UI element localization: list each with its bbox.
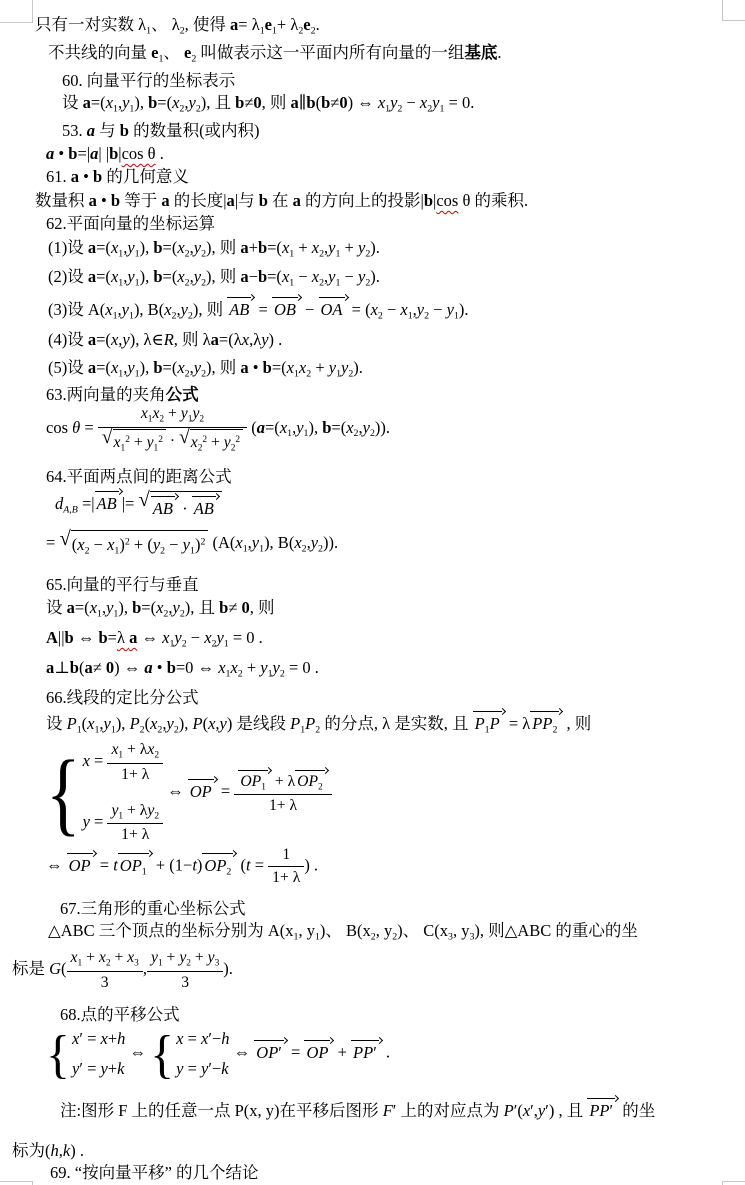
item-65-perpendicular: a⊥b(a≠ 0) ⇔ a • b=0 ⇔ $x_1x_2 + y_1y_2 = 0$ .	[46, 658, 319, 680]
item-65-heading: 65.向量的平行与垂直	[46, 575, 199, 594]
item-69-heading: 69. “按向量平移” 的几个结论	[50, 1163, 259, 1182]
item-65-setup: 设 $a=(x_1,y_1)$, $b=(x_2,y_2)$, 且 b≠ 0, 则	[46, 598, 275, 620]
item-66-formula-2: ⇔ OP = t $OP_1 + (1-t)$ $OP_2$ (t = $\frac{1}{1+ \lambda}$ ) .	[46, 845, 318, 889]
item-67-formula: 标是 G( $\frac{x_1 + x_2 + x_3}{3}$ , $\frac{y_1 + y_2 + y_3}{3}$ ).	[12, 948, 233, 993]
item-68-heading: 68.点的平移公式	[60, 1005, 180, 1024]
item-68-note: 注:图形 F 上的任意一点 P(x, y)在平移后图形 F′ 上的对应点为 P′(x′,y′) , 且 PP′ 的坐	[60, 1097, 655, 1121]
intro-line-2: 不共线的向量 $e_1$、 $e_2$ 叫做表示这一平面内所有向量的一组基底.	[48, 43, 502, 65]
item-53-heading: 53. a 与 b 的数量积(或内积)	[62, 121, 260, 140]
item-68-note-cont: 标为(h,k) .	[12, 1141, 84, 1160]
item-62-sub-3: (3)设 $A(x_1,y_1)$, $B(x_2,y_2)$, 则 AB = OB − OA = $(x_2 - x_1,y_2 - y_1)$.	[48, 296, 469, 323]
text-boundary-mark-top-right	[722, 0, 745, 21]
item-64-formula-2: = √ $(x_2 - x_1)^2 + (y_2 - y_1)^2$ ($A(x_1,y_1)$, $B(x_2,y_2)$).	[46, 527, 339, 557]
item-67-heading: 67.三角形的重心坐标公式	[60, 899, 246, 918]
item-53-formula: a • b=|a| |b|cos θ .	[46, 144, 164, 163]
item-64-formula-1: $d_{A,B}$ =| AB |= √ AB · AB	[55, 490, 222, 519]
item-60-heading: 60. 向量平行的坐标表示	[62, 71, 236, 90]
item-62-sub-5: (5)设 $a=(x_1,y_1)$, $b=(x_2,y_2)$, 则 a • $b=(x_1x_2 + y_1y_2)$.	[48, 358, 363, 380]
item-67-text: △ABC 三个顶点的坐标分别为 $A(x_1$, $y_1$)、 $B(x_2$, $y_2$)、 $C(x_3$, $y_3$), 则△ABC 的重心的坐	[48, 921, 638, 943]
item-62-sub-4: (4)设 a=(x,y), λ∈R, 则 λa=(λx,λy) .	[48, 330, 283, 349]
item-64-heading: 64.平面两点间的距离公式	[46, 467, 232, 486]
text-boundary-mark-bottom-right	[722, 1181, 745, 1185]
text-boundary-mark-top-left	[0, 0, 33, 23]
item-66-heading: 66.线段的定比分公式	[46, 688, 199, 707]
item-63-heading: 63.两向量的夹角公式	[46, 385, 199, 404]
item-63-formula: cos θ = $x_1x_2 + y_1y_2$ √ $x_1^2 + y_1^2$ · √ $x_2^2 + y_2^2$ ($a=(x_1,y_1)$, $b=(x_2,y_2)$).	[46, 405, 390, 453]
item-65-parallel: A||b ⇔ b=λ a ⇔ $x_1y_2 - x_2y_1 = 0$ .	[46, 628, 263, 650]
item-68-formula: { x′ = x+h y′ = y+k ⇔ { x = x′−h y = y′−k ⇔ OP′ = OP + PP′ .	[46, 1024, 391, 1084]
item-66-setup: 设 $P_1(x_1,y_1)$, $P_2(x_2,y_2)$, P(x,y) 是线段 $P_1P_2$ 的分点, λ 是实数, 且 $P_1P = \lambda$ $PP_2$ , 则	[46, 710, 591, 737]
item-60-formula: 设 $a=(x_1,y_1)$, $b=(x_2,y_2)$, 且 b≠0, 则 a∥b(b≠0) ⇔ $x_1y_2 - x_2y_1 = 0$.	[62, 93, 475, 115]
item-61-heading: 61. a • b 的几何意义	[46, 167, 189, 186]
item-61-text: 数量积 a • b 等于 a 的长度|a|与 b 在 a 的方向上的投影|b|cos θ 的乘积.	[35, 191, 529, 210]
item-62-heading: 62.平面向量的坐标运算	[46, 214, 216, 233]
item-62-sub-1: (1)设 $a=(x_1,y_1)$, $b=(x_2,y_2)$, 则 $a+b=(x_1 + x_2,y_1 + y_2)$.	[48, 238, 380, 260]
item-62-sub-2: (2)设 $a=(x_1,y_1)$, $b=(x_2,y_2)$, 则 $a-b=(x_1 - x_2,y_1 - y_2)$.	[48, 267, 380, 289]
intro-line-1: 只有一对实数 $\lambda_1$、 $\lambda_2$, 使得 $a= \lambda_1e_1+ \lambda_2e_2$.	[35, 15, 320, 37]
text-boundary-mark-bottom-left	[0, 1181, 33, 1185]
item-66-system: { x = $\frac{x_1 + \lambda x_2}{1+ \lambda}$ y = $\frac{y_1 + \lambda y_2}{1+ \lambda}$ ⇔ OP = $\frac{OP_1 + \lambda OP_2}{1+ \lambda}$	[46, 740, 332, 846]
